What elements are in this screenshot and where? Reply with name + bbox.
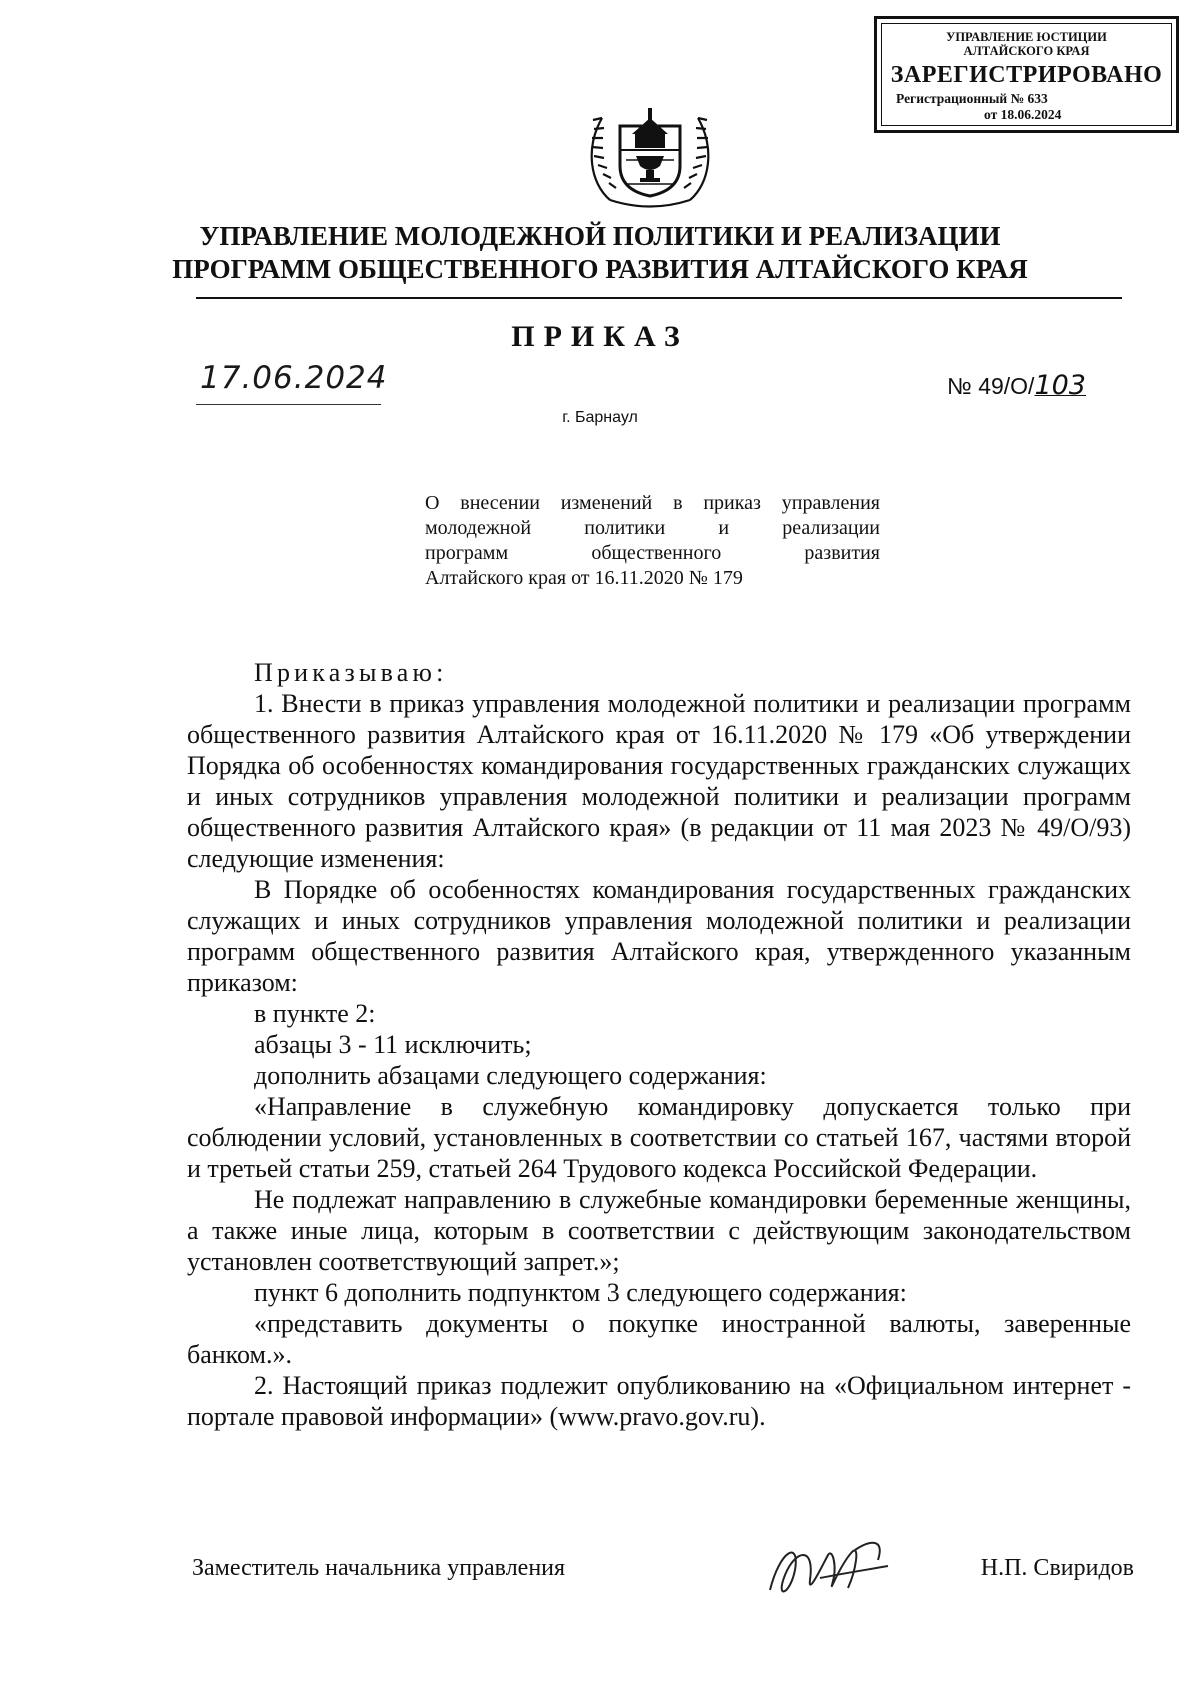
subject-line: О внесении изменений в приказ управления bbox=[425, 492, 880, 514]
body-paragraph: в пункте 2: bbox=[254, 999, 376, 1028]
body-paragraph: абзацы 3 - 11 исключить; bbox=[254, 1030, 532, 1059]
body-paragraph: В Порядке об особенностях командирования государственных гражданских служащих и иных сотрудников управления молодежной политики и реализации программ общественного развития Алтайского края, утвержденного указанным приказом: bbox=[187, 875, 1131, 997]
body-paragraph: «Направление в служебную командировку допускается только при соблюдении условий, установленных в соответствии со статьей 167, частями второй и третьей статьи 259, статьей 264 Трудового кодекса Российской Федерации. bbox=[187, 1092, 1131, 1183]
date-underline bbox=[196, 404, 381, 405]
organization-name-line1: УПРАВЛЕНИЕ МОЛОДЕЖНОЙ ПОЛИТИКИ И РЕАЛИЗАЦИИ bbox=[199, 221, 1001, 251]
document-number-handwritten: 103 bbox=[1034, 370, 1086, 401]
signatory-name: Н.П. Свиридов bbox=[980, 1555, 1134, 1581]
body-paragraph: «представить документы о покупке иностранной валюты, заверенные банком.». bbox=[187, 1309, 1131, 1369]
coat-of-arms-emblem bbox=[580, 88, 720, 213]
body-paragraph: 1. Внести в приказ управления молодежной политики и реализации программ общественного развития Алтайского края от 16.11.2020 № 179 «Об утверждении Порядка об особенностях командирования государственных гражданских служащих и иных сотрудников управления молодежной политики и реализации программ общественного развития Алтайского края» (в редакции от 11 мая 2023 № 49/О/93) следующие изменения: bbox=[187, 689, 1131, 873]
document-number-prefix: № 49/О/ bbox=[947, 373, 1035, 399]
document-subject bbox=[425, 491, 880, 591]
registration-stamp-inner bbox=[881, 23, 1172, 126]
city: г. Барнаул bbox=[562, 409, 638, 426]
organization-name-line2: ПРОГРАММ ОБЩЕСТВЕННОГО РАЗВИТИЯ АЛТАЙСКОГО КРАЯ bbox=[172, 254, 1028, 284]
handwritten-date: 17.06.2024 bbox=[200, 360, 388, 396]
body-paragraph: дополнить абзацами следующего содержания: bbox=[254, 1061, 767, 1090]
stamp-title: ЗАРЕГИСТРИРОВАНО bbox=[890, 62, 1163, 88]
document-number bbox=[947, 370, 1086, 401]
stamp-org bbox=[882, 24, 1171, 58]
stamp-org-line1: УПРАВЛЕНИЕ ЮСТИЦИИ bbox=[946, 30, 1107, 44]
signatory-position: Заместитель начальника управления bbox=[192, 1555, 566, 1581]
handwritten-signature bbox=[760, 1530, 900, 1610]
document-body bbox=[187, 657, 1131, 1432]
document-type-title: ПРИКАЗ bbox=[511, 320, 689, 353]
organization-name bbox=[150, 220, 1050, 286]
body-paragraph: пункт 6 дополнить подпунктом 3 следующего содержания: bbox=[254, 1278, 907, 1307]
subject-line: молодежной политики и реализации bbox=[425, 517, 880, 539]
body-paragraph: Не подлежат направлению в служебные командировки беременные женщины, а также иные лица, которым в соответствии с действующим законодательством установлен соответствующий запрет.»; bbox=[187, 1185, 1131, 1276]
stamp-reg-date: от 18.06.2024 bbox=[984, 107, 1062, 122]
body-paragraph: 2. Настоящий приказ подлежит опубликованию на «Официальном интернет - портале правовой информации» (www.pravo.gov.ru). bbox=[187, 1371, 1131, 1431]
header-divider bbox=[196, 297, 1122, 299]
order-word: Приказываю: bbox=[254, 658, 448, 687]
subject-line: программ общественного развития bbox=[425, 542, 880, 564]
stamp-org-line2: АЛТАЙСКОГО КРАЯ bbox=[963, 44, 1090, 58]
registration-stamp bbox=[874, 16, 1179, 133]
subject-line: Алтайского края от 16.11.2020 № 179 bbox=[425, 567, 743, 589]
stamp-reg-number: Регистрационный № 633 bbox=[896, 91, 1048, 106]
